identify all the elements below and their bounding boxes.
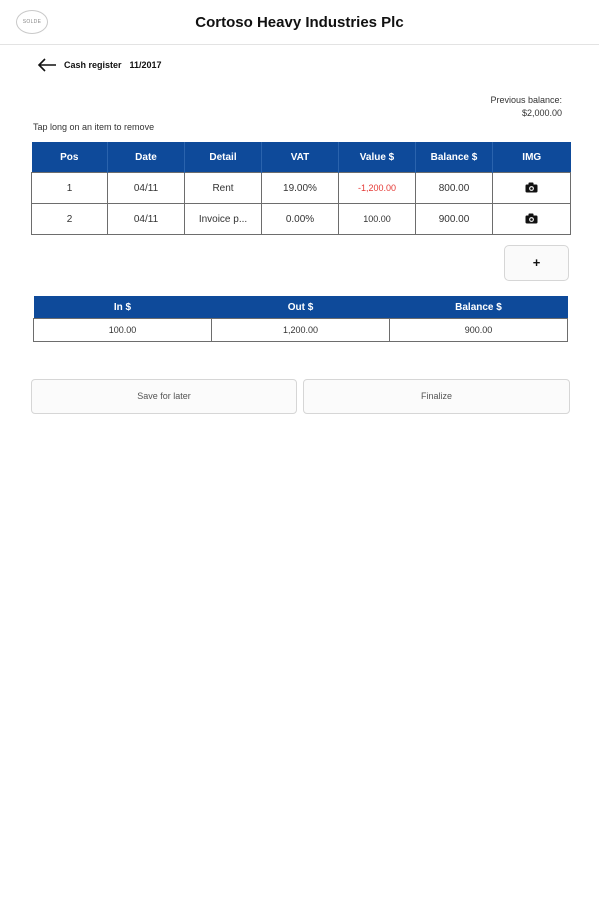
col-header-pos: Pos	[32, 142, 108, 173]
camera-icon[interactable]	[525, 213, 538, 224]
screen-title: Cash register	[64, 60, 122, 70]
col-header-detail: Detail	[185, 142, 262, 173]
cell-value: 100.00	[339, 204, 416, 235]
app-bar	[0, 0, 599, 45]
summary-header-out: Out $	[212, 296, 390, 319]
cell-date: 04/11	[108, 173, 185, 204]
col-header-value: Value $	[339, 142, 416, 173]
previous-balance	[490, 94, 562, 120]
previous-balance-value: $2,000.00	[521, 108, 562, 118]
arrow-left-icon	[37, 58, 57, 72]
table-row[interactable]	[32, 173, 571, 204]
summary-row	[34, 319, 568, 342]
summary-header	[34, 296, 568, 319]
cell-pos: 2	[32, 204, 108, 235]
summary-header-in: In $	[34, 296, 212, 319]
items-table	[31, 142, 571, 235]
cell-detail: Rent	[185, 173, 262, 204]
summary-header-balance: Balance $	[390, 296, 568, 319]
col-header-balance: Balance $	[416, 142, 493, 173]
col-header-img: IMG	[493, 142, 571, 173]
cell-img[interactable]	[493, 204, 571, 235]
col-header-vat: VAT	[262, 142, 339, 173]
screen-header	[37, 57, 162, 73]
cell-vat: 0.00%	[262, 204, 339, 235]
cell-img[interactable]	[493, 173, 571, 204]
summary-table	[33, 296, 568, 342]
cell-detail: Invoice p...	[185, 204, 262, 235]
cell-pos: 1	[32, 173, 108, 204]
cell-balance: 900.00	[416, 204, 493, 235]
previous-balance-label: Previous balance:	[490, 95, 562, 105]
summary-out-value: 1,200.00	[212, 319, 390, 342]
summary-balance-value: 900.00	[390, 319, 568, 342]
cell-balance: 800.00	[416, 173, 493, 204]
remove-hint: Tap long on an item to remove	[33, 122, 155, 132]
table-row[interactable]	[32, 204, 571, 235]
cell-vat: 19.00%	[262, 173, 339, 204]
company-logo: SOLDE	[16, 10, 48, 34]
back-button[interactable]	[37, 57, 57, 73]
cell-value: -1,200.00	[339, 173, 416, 204]
cell-date: 04/11	[108, 204, 185, 235]
finalize-button[interactable]: Finalize	[303, 379, 570, 414]
save-for-later-button[interactable]: Save for later	[31, 379, 297, 414]
period-label: 11/2017	[129, 60, 162, 70]
camera-icon[interactable]	[525, 182, 538, 193]
app-title: Cortoso Heavy Industries Plc	[195, 14, 404, 31]
add-item-button[interactable]: +	[504, 245, 569, 281]
col-header-date: Date	[108, 142, 185, 173]
summary-in-value: 100.00	[34, 319, 212, 342]
items-table-header	[32, 142, 571, 173]
